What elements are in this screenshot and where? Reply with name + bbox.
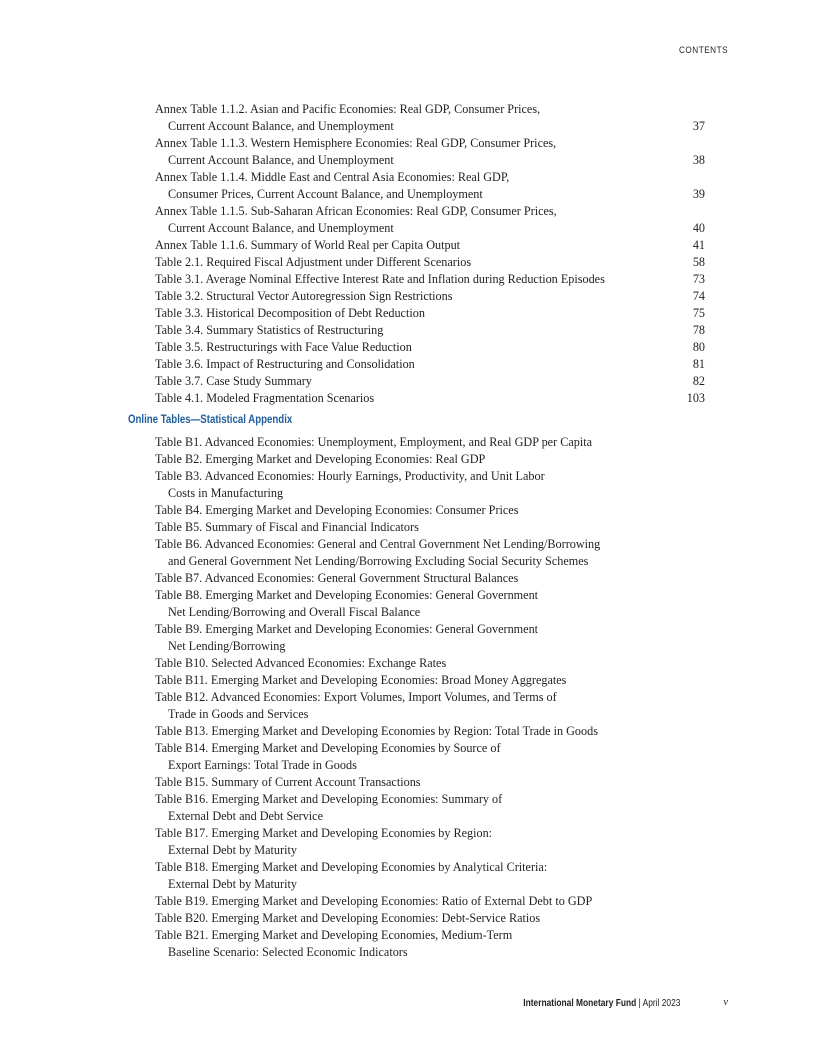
section-heading-online-tables: Online Tables—Statistical Appendix [128, 414, 293, 426]
toc-entry[interactable] [155, 910, 705, 927]
toc-page-number: 40 [692, 221, 705, 235]
toc-page-number: 78 [692, 323, 705, 337]
toc-page-number: 39 [692, 187, 705, 201]
footer-date: April 2023 [642, 997, 680, 1009]
toc-entry[interactable] [155, 322, 705, 339]
toc-page-number: 37 [692, 119, 705, 133]
toc-entry-title-line: Table 3.7. Case Study Summary [155, 374, 312, 388]
toc-entry[interactable] [155, 740, 705, 774]
toc-entry-title-line: Table B11. Emerging Market and Developing Economies: Broad Money Aggregates [155, 673, 567, 687]
toc-entry-title-line: Table B8. Emerging Market and Developing Economies: General Government [155, 588, 539, 602]
toc-entry[interactable] [155, 825, 705, 859]
toc-entry[interactable] [155, 305, 705, 322]
page-number: v [723, 997, 728, 1008]
running-head: CONTENTS [678, 45, 728, 56]
toc-entry-title-line: Trade in Goods and Services [168, 707, 309, 721]
toc-entry[interactable] [155, 502, 705, 519]
toc-entry-title-line: Table B5. Summary of Fiscal and Financial Indicators [155, 520, 419, 534]
toc-entry-title-line: Table B4. Emerging Market and Developing Economies: Consumer Prices [155, 503, 519, 517]
toc-entry-title-line: Table B12. Advanced Economies: Export Volumes, Import Volumes, and Terms of [155, 690, 557, 704]
toc-entry[interactable] [155, 101, 705, 135]
toc-entry[interactable] [155, 339, 705, 356]
toc-entry-title-line: External Debt by Maturity [168, 877, 297, 891]
toc-entry[interactable] [155, 859, 705, 893]
toc-entry[interactable] [155, 791, 705, 825]
toc-entry[interactable] [155, 536, 705, 570]
toc-entry[interactable] [155, 689, 705, 723]
toc-entry-title-line: Current Account Balance, and Unemployment [168, 153, 394, 167]
toc-entry-title-line: Table 2.1. Required Fiscal Adjustment under Different Scenarios [155, 255, 472, 269]
toc-entry[interactable] [155, 135, 705, 169]
toc-entry[interactable] [155, 672, 705, 689]
toc-page-number: 82 [692, 374, 705, 388]
toc-entry-title-line: Table B19. Emerging Market and Developing Economies: Ratio of External Debt to GDP [155, 894, 593, 908]
toc-page-number: 103 [686, 391, 705, 405]
online-tables-list [0, 434, 816, 961]
toc-entry[interactable] [155, 390, 705, 407]
toc-entry-title-line: Net Lending/Borrowing and Overall Fiscal Balance [168, 605, 421, 619]
toc-entry-title-line: External Debt by Maturity [168, 843, 297, 857]
toc-entry-title-line: Table B1. Advanced Economies: Unemployment, Employment, and Real GDP per Capita [155, 435, 593, 449]
toc-entry-title-line: Costs in Manufacturing [168, 486, 284, 500]
toc-entry[interactable] [155, 169, 705, 203]
toc-entry-title-line: Current Account Balance, and Unemployment [168, 119, 394, 133]
toc-entry-title-line: Table 3.3. Historical Decomposition of Debt Reduction [155, 306, 425, 320]
toc-page-number: 80 [692, 340, 705, 354]
toc-entry-title-line: Table B6. Advanced Economies: General and Central Government Net Lending/Borrowing [155, 537, 601, 551]
toc-entry[interactable] [155, 893, 705, 910]
toc-entry[interactable] [155, 254, 705, 271]
toc-entry-title-line: Table 3.2. Structural Vector Autoregression Sign Restrictions [155, 289, 453, 303]
footer-credit [523, 997, 680, 1009]
toc-entry-title-line: Annex Table 1.1.3. Western Hemisphere Economies: Real GDP, Consumer Prices, [155, 136, 557, 150]
toc-entry-title-line: Net Lending/Borrowing [168, 639, 286, 653]
tables-list [0, 101, 816, 407]
toc-page-number: 74 [692, 289, 705, 303]
toc-entry-title-line: Current Account Balance, and Unemployment [168, 221, 394, 235]
toc-entry[interactable] [155, 927, 705, 961]
toc-page-number: 38 [692, 153, 705, 167]
toc-entry-title-line: Table B2. Emerging Market and Developing Economies: Real GDP [155, 452, 486, 466]
toc-entry-title-line: Table B20. Emerging Market and Developing Economies: Debt-Service Ratios [155, 911, 541, 925]
toc-entry[interactable] [155, 570, 705, 587]
toc-entry-title-line: Table B9. Emerging Market and Developing Economies: General Government [155, 622, 539, 636]
toc-entry-title-line: Table B18. Emerging Market and Developing Economies by Analytical Criteria: [155, 860, 548, 874]
toc-entry[interactable] [155, 774, 705, 791]
toc-entry-title-line: Table B7. Advanced Economies: General Government Structural Balances [155, 571, 519, 585]
toc-entry-title-line: Table 4.1. Modeled Fragmentation Scenarios [155, 391, 375, 405]
toc-entry-title-line: Annex Table 1.1.4. Middle East and Central Asia Economies: Real GDP, [155, 170, 510, 184]
toc-entry[interactable] [155, 587, 705, 621]
toc-entry-title-line: Table B15. Summary of Current Account Transactions [155, 775, 421, 789]
toc-entry[interactable] [155, 271, 705, 288]
footer-org: International Monetary Fund [522, 997, 636, 1009]
toc-entry-title-line: Baseline Scenario: Selected Economic Indicators [168, 945, 408, 959]
toc-entry[interactable] [155, 468, 705, 502]
toc-page-number: 75 [692, 306, 705, 320]
toc-page-number: 81 [692, 357, 705, 371]
toc-entry-title-line: Table 3.1. Average Nominal Effective Interest Rate and Inflation during Reduction Episodes [155, 272, 605, 286]
toc-entry-title-line: Export Earnings: Total Trade in Goods [168, 758, 357, 772]
toc-entry-title-line: Table B21. Emerging Market and Developing Economies, Medium-Term [155, 928, 513, 942]
toc-entry[interactable] [155, 373, 705, 390]
toc-entry-title-line: and General Government Net Lending/Borrowing Excluding Social Security Schemes [168, 554, 589, 568]
toc-entry[interactable] [155, 288, 705, 305]
toc-entry[interactable] [155, 723, 705, 740]
toc-entry-title-line: Table B3. Advanced Economies: Hourly Earnings, Productivity, and Unit Labor [155, 469, 545, 483]
toc-entry-title-line: Table 3.6. Impact of Restructuring and Consolidation [155, 357, 415, 371]
toc-entry[interactable] [155, 519, 705, 536]
toc-entry[interactable] [155, 434, 705, 451]
toc-entry-title-line: Table B17. Emerging Market and Developing Economies by Region: [155, 826, 493, 840]
toc-entry-title-line: External Debt and Debt Service [168, 809, 323, 823]
toc-page-number: 73 [692, 272, 705, 286]
footer-separator: | [635, 997, 643, 1009]
toc-page-number: 41 [692, 238, 705, 252]
toc-entry[interactable] [155, 356, 705, 373]
toc-entry-title-line: Table B10. Selected Advanced Economies: Exchange Rates [155, 656, 447, 670]
toc-entry-title-line: Table 3.4. Summary Statistics of Restructuring [155, 323, 384, 337]
toc-entry-title-line: Table B13. Emerging Market and Developing Economies by Region: Total Trade in Goods [155, 724, 598, 738]
toc-entry[interactable] [155, 621, 705, 655]
toc-entry-title-line: Table B16. Emerging Market and Developing Economies: Summary of [155, 792, 503, 806]
table-of-contents [0, 101, 816, 961]
toc-entry-title-line: Consumer Prices, Current Account Balance, and Unemployment [168, 187, 483, 201]
toc-entry[interactable] [155, 451, 705, 468]
toc-entry-title-line: Table B14. Emerging Market and Developing Economies by Source of [155, 741, 501, 755]
toc-entry-title-line: Annex Table 1.1.2. Asian and Pacific Economies: Real GDP, Consumer Prices, [155, 102, 541, 116]
toc-entry[interactable] [155, 655, 705, 672]
toc-entry[interactable] [155, 237, 705, 254]
toc-entry[interactable] [155, 203, 705, 237]
toc-page-number: 58 [692, 255, 705, 269]
toc-entry-title-line: Annex Table 1.1.6. Summary of World Real per Capita Output [155, 238, 461, 252]
toc-entry-title-line: Table 3.5. Restructurings with Face Value Reduction [155, 340, 412, 354]
toc-entry-title-line: Annex Table 1.1.5. Sub-Saharan African Economies: Real GDP, Consumer Prices, [155, 204, 557, 218]
